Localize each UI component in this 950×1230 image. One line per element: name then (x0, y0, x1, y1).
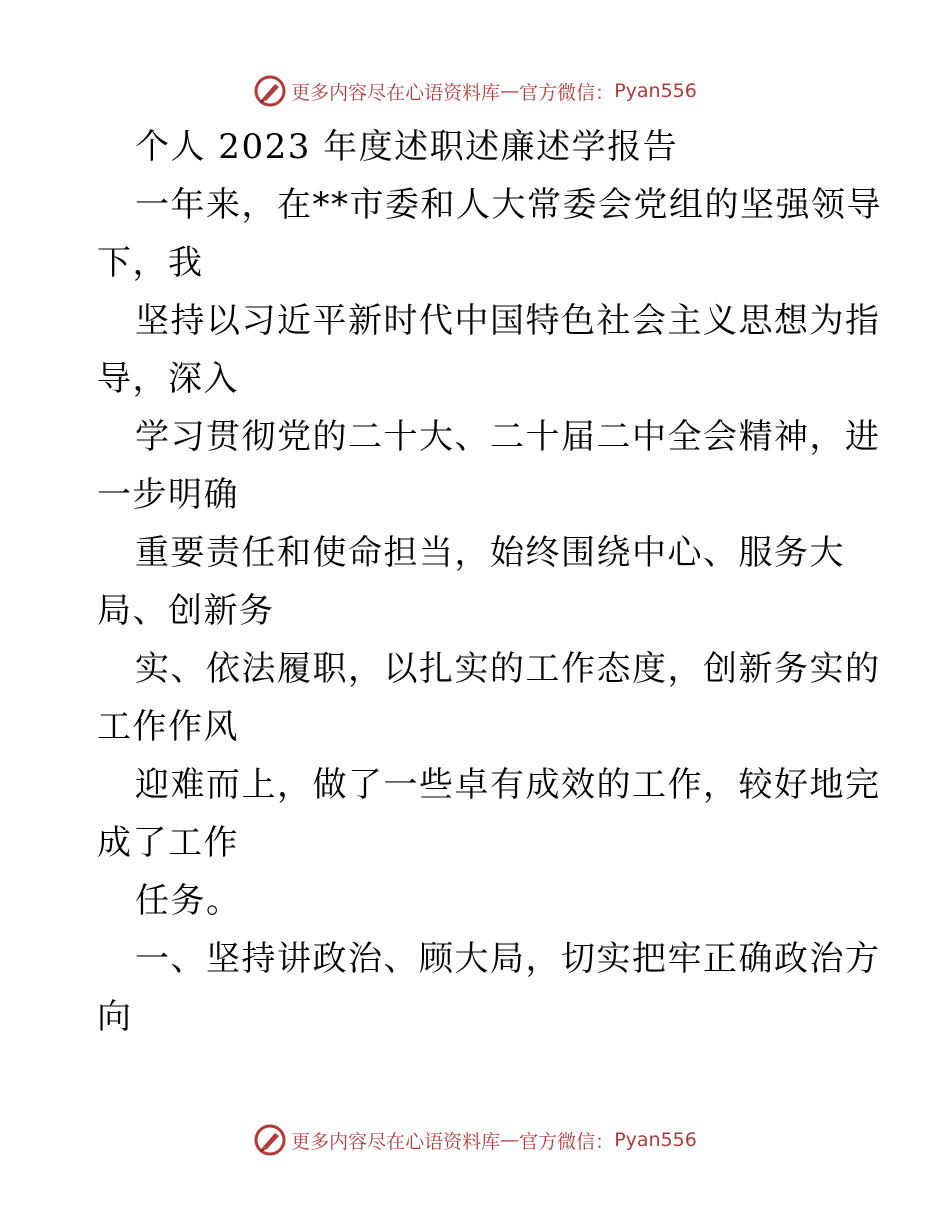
paragraph-line: 导，深入 (97, 359, 239, 399)
header-promo-text: 更多内容尽在心语资料库 (291, 81, 501, 104)
document-title: 个人 2023 年度述职述廉述学报告 (135, 127, 679, 167)
header-wechat-label: 官方微信： (519, 81, 615, 104)
paragraph-line: 任务。 (135, 881, 242, 921)
footer-banner[interactable] (0, 1120, 950, 1160)
paragraph-line: 局、创新务 (97, 591, 275, 631)
pen-circle-logo-icon (253, 1123, 287, 1157)
footer-wechat-label: 官方微信： (519, 1130, 615, 1153)
paragraph-line: 工作作风 (97, 707, 239, 747)
header-wechat-id: Pyan556 (614, 80, 697, 102)
section-heading-line: 一、坚持讲政治、顾大局，切实把牢正确政治方 (135, 939, 881, 979)
footer-promo-text: 更多内容尽在心语资料库 (291, 1130, 501, 1153)
paragraph-line: 迎难而上，做了一些卓有成效的工作，较好地完 (135, 765, 881, 805)
footer-separator: — (500, 1129, 520, 1151)
paragraph-line: 实、依法履职，以扎实的工作态度，创新务实的 (135, 649, 881, 689)
paragraph-line: 重要责任和使命担当，始终围绕中心、服务大 (135, 533, 845, 573)
footer-wechat-id: Pyan556 (614, 1129, 697, 1151)
header-banner[interactable] (0, 71, 950, 111)
paragraph-line: 坚持以习近平新时代中国特色社会主义思想为指 (135, 301, 881, 341)
pen-circle-logo-icon (253, 74, 287, 108)
section-heading-line: 向 (97, 997, 133, 1037)
paragraph-line: 下，我 (97, 243, 204, 283)
header-separator: — (500, 80, 520, 102)
paragraph-line: 一年来，在**市委和人大常委会党组的坚强领导 (135, 185, 882, 225)
document-body (97, 118, 882, 1046)
paragraph-line: 一步明确 (97, 475, 239, 515)
paragraph-line: 学习贯彻党的二十大、二十届二中全会精神，进 (135, 417, 881, 457)
paragraph-line: 成了工作 (97, 823, 239, 863)
